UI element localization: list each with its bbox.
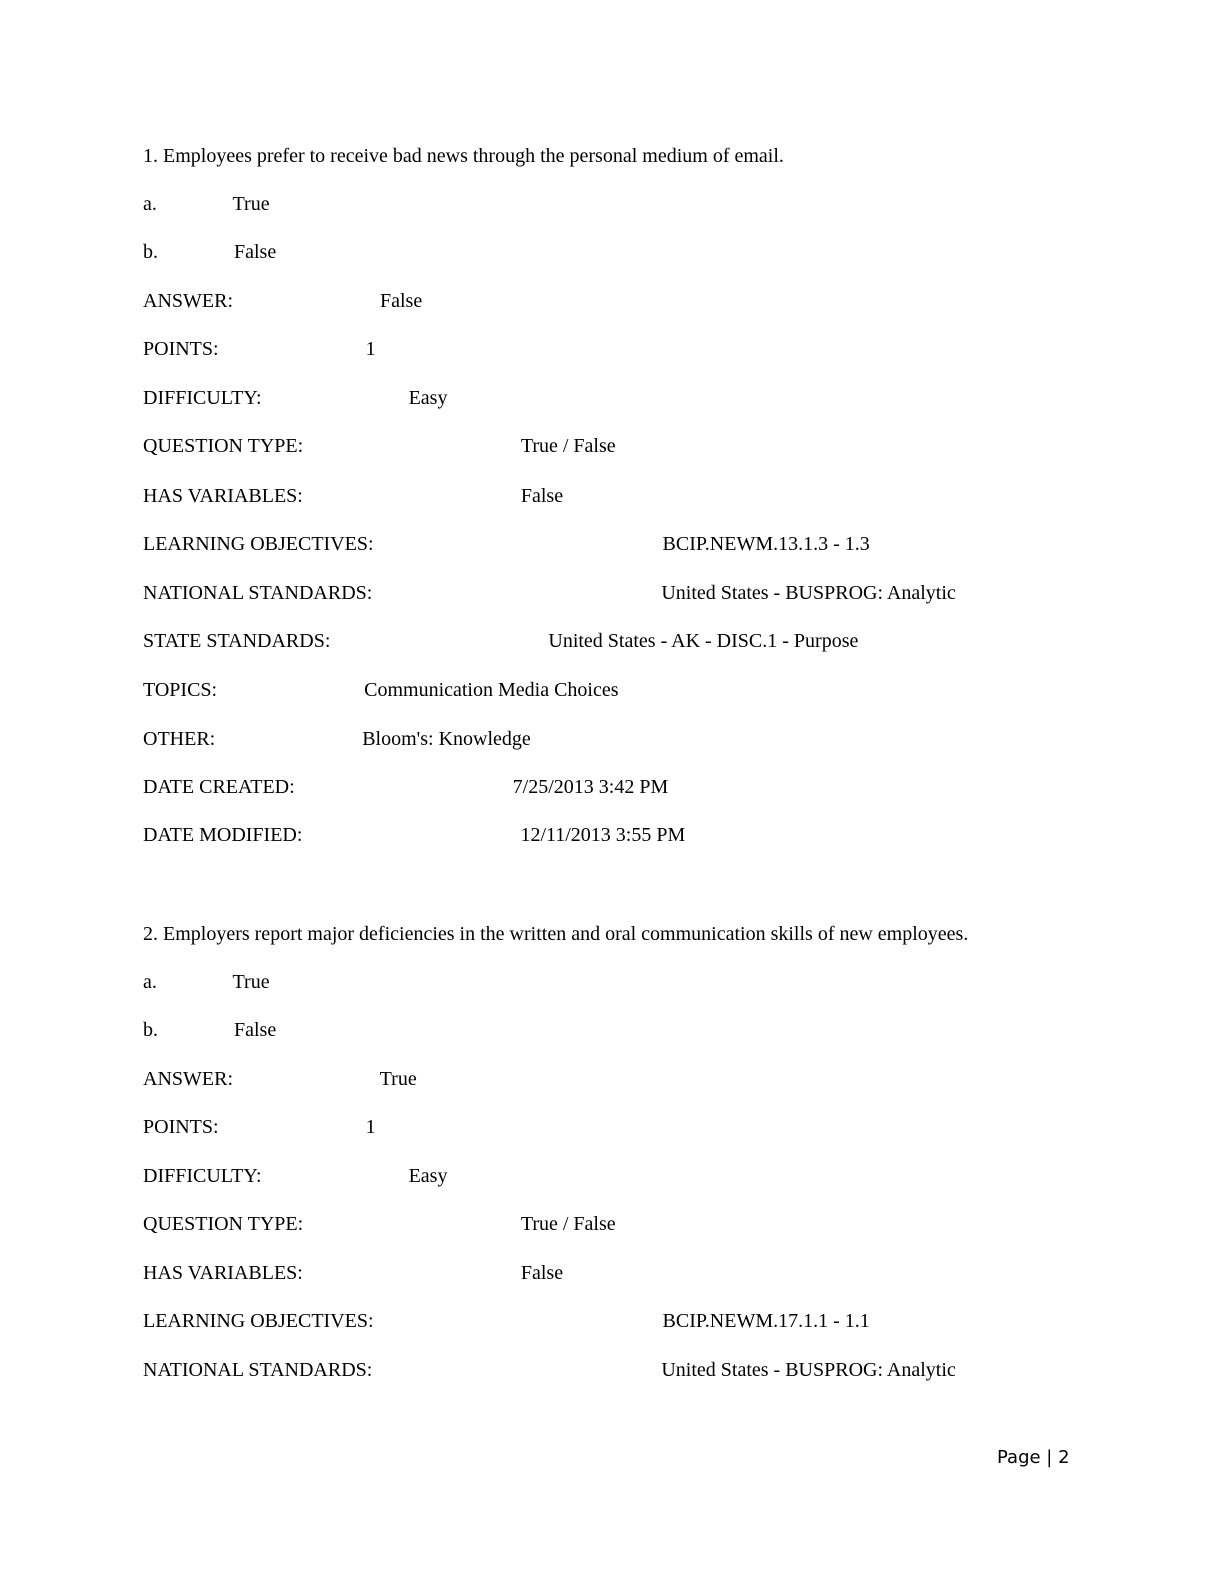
field-label: STATE STANDARDS: (143, 630, 331, 652)
field-answer (143, 289, 423, 313)
option-letter: a. (143, 971, 157, 993)
field-topics (143, 678, 619, 702)
field-value: 1 (365, 338, 376, 360)
field-label: LEARNING OBJECTIVES: (143, 1310, 374, 1332)
field-label: OTHER: (143, 728, 216, 750)
field-date-created (143, 775, 669, 799)
field-label: ANSWER: (143, 1068, 233, 1090)
field-other (143, 727, 531, 751)
page-number: Page | 2 (997, 1447, 1070, 1468)
field-value: True / False (520, 435, 616, 457)
field-value: United States - BUSPROG: Analytic (661, 582, 956, 604)
option-letter: b. (143, 1019, 158, 1041)
question-text: 1. Employees prefer to receive bad news through the personal medium of email. (143, 145, 784, 167)
field-value: True / False (520, 1213, 616, 1235)
field-value: Communication Media Choices (364, 679, 619, 701)
field-value: 1 (365, 1116, 376, 1138)
option-text: True (232, 193, 270, 215)
option-a (143, 192, 270, 216)
field-learning-objectives (143, 1309, 870, 1333)
option-text: False (234, 241, 277, 263)
option-a (143, 970, 270, 994)
field-label: NATIONAL STANDARDS: (143, 582, 373, 604)
field-label: POINTS: (143, 338, 219, 360)
field-has-variables (143, 484, 564, 508)
field-value: 7/25/2013 3:42 PM (512, 776, 669, 798)
field-label: QUESTION TYPE: (143, 1213, 304, 1235)
field-national-standards (143, 581, 956, 605)
field-national-standards (143, 1358, 956, 1382)
field-value: Bloom's: Knowledge (362, 728, 531, 750)
field-value: United States - AK - DISC.1 - Purpose (548, 630, 859, 652)
option-letter: a. (143, 193, 157, 215)
field-label: DIFFICULTY: (143, 387, 262, 409)
field-value: Easy (408, 387, 448, 409)
field-learning-objectives (143, 532, 870, 556)
field-value: 12/11/2013 3:55 PM (520, 824, 686, 846)
field-value: BCIP.NEWM.17.1.1 - 1.1 (662, 1310, 870, 1332)
field-value: BCIP.NEWM.13.1.3 - 1.3 (662, 533, 870, 555)
field-value: False (520, 1262, 564, 1284)
field-value: Easy (408, 1165, 448, 1187)
field-label: POINTS: (143, 1116, 219, 1138)
field-value: False (380, 290, 423, 312)
field-points (143, 1115, 376, 1139)
field-has-variables (143, 1261, 564, 1285)
field-label: HAS VARIABLES: (143, 485, 303, 507)
option-b (143, 240, 277, 264)
field-points (143, 337, 376, 361)
field-label: ANSWER: (143, 290, 233, 312)
field-label: QUESTION TYPE: (143, 435, 304, 457)
field-question-type (143, 434, 616, 458)
field-value: United States - BUSPROG: Analytic (661, 1359, 956, 1381)
option-letter: b. (143, 241, 158, 263)
field-question-type (143, 1212, 616, 1236)
field-label: NATIONAL STANDARDS: (143, 1359, 373, 1381)
field-answer (143, 1067, 417, 1091)
field-label: DIFFICULTY: (143, 1165, 262, 1187)
field-label: TOPICS: (143, 679, 218, 701)
field-value: True (379, 1068, 417, 1090)
option-b (143, 1018, 277, 1042)
field-difficulty (143, 386, 448, 410)
field-label: DATE MODIFIED: (143, 824, 303, 846)
option-text: True (232, 971, 270, 993)
field-label: DATE CREATED: (143, 776, 295, 798)
field-value: False (520, 485, 564, 507)
field-label: HAS VARIABLES: (143, 1262, 303, 1284)
field-difficulty (143, 1164, 448, 1188)
field-label: LEARNING OBJECTIVES: (143, 533, 374, 555)
question-text: 2. Employers report major deficiencies in the written and oral communication skills of new employees. (143, 923, 969, 945)
option-text: False (234, 1019, 277, 1041)
field-state-standards (143, 629, 859, 653)
field-date-modified (143, 823, 686, 847)
